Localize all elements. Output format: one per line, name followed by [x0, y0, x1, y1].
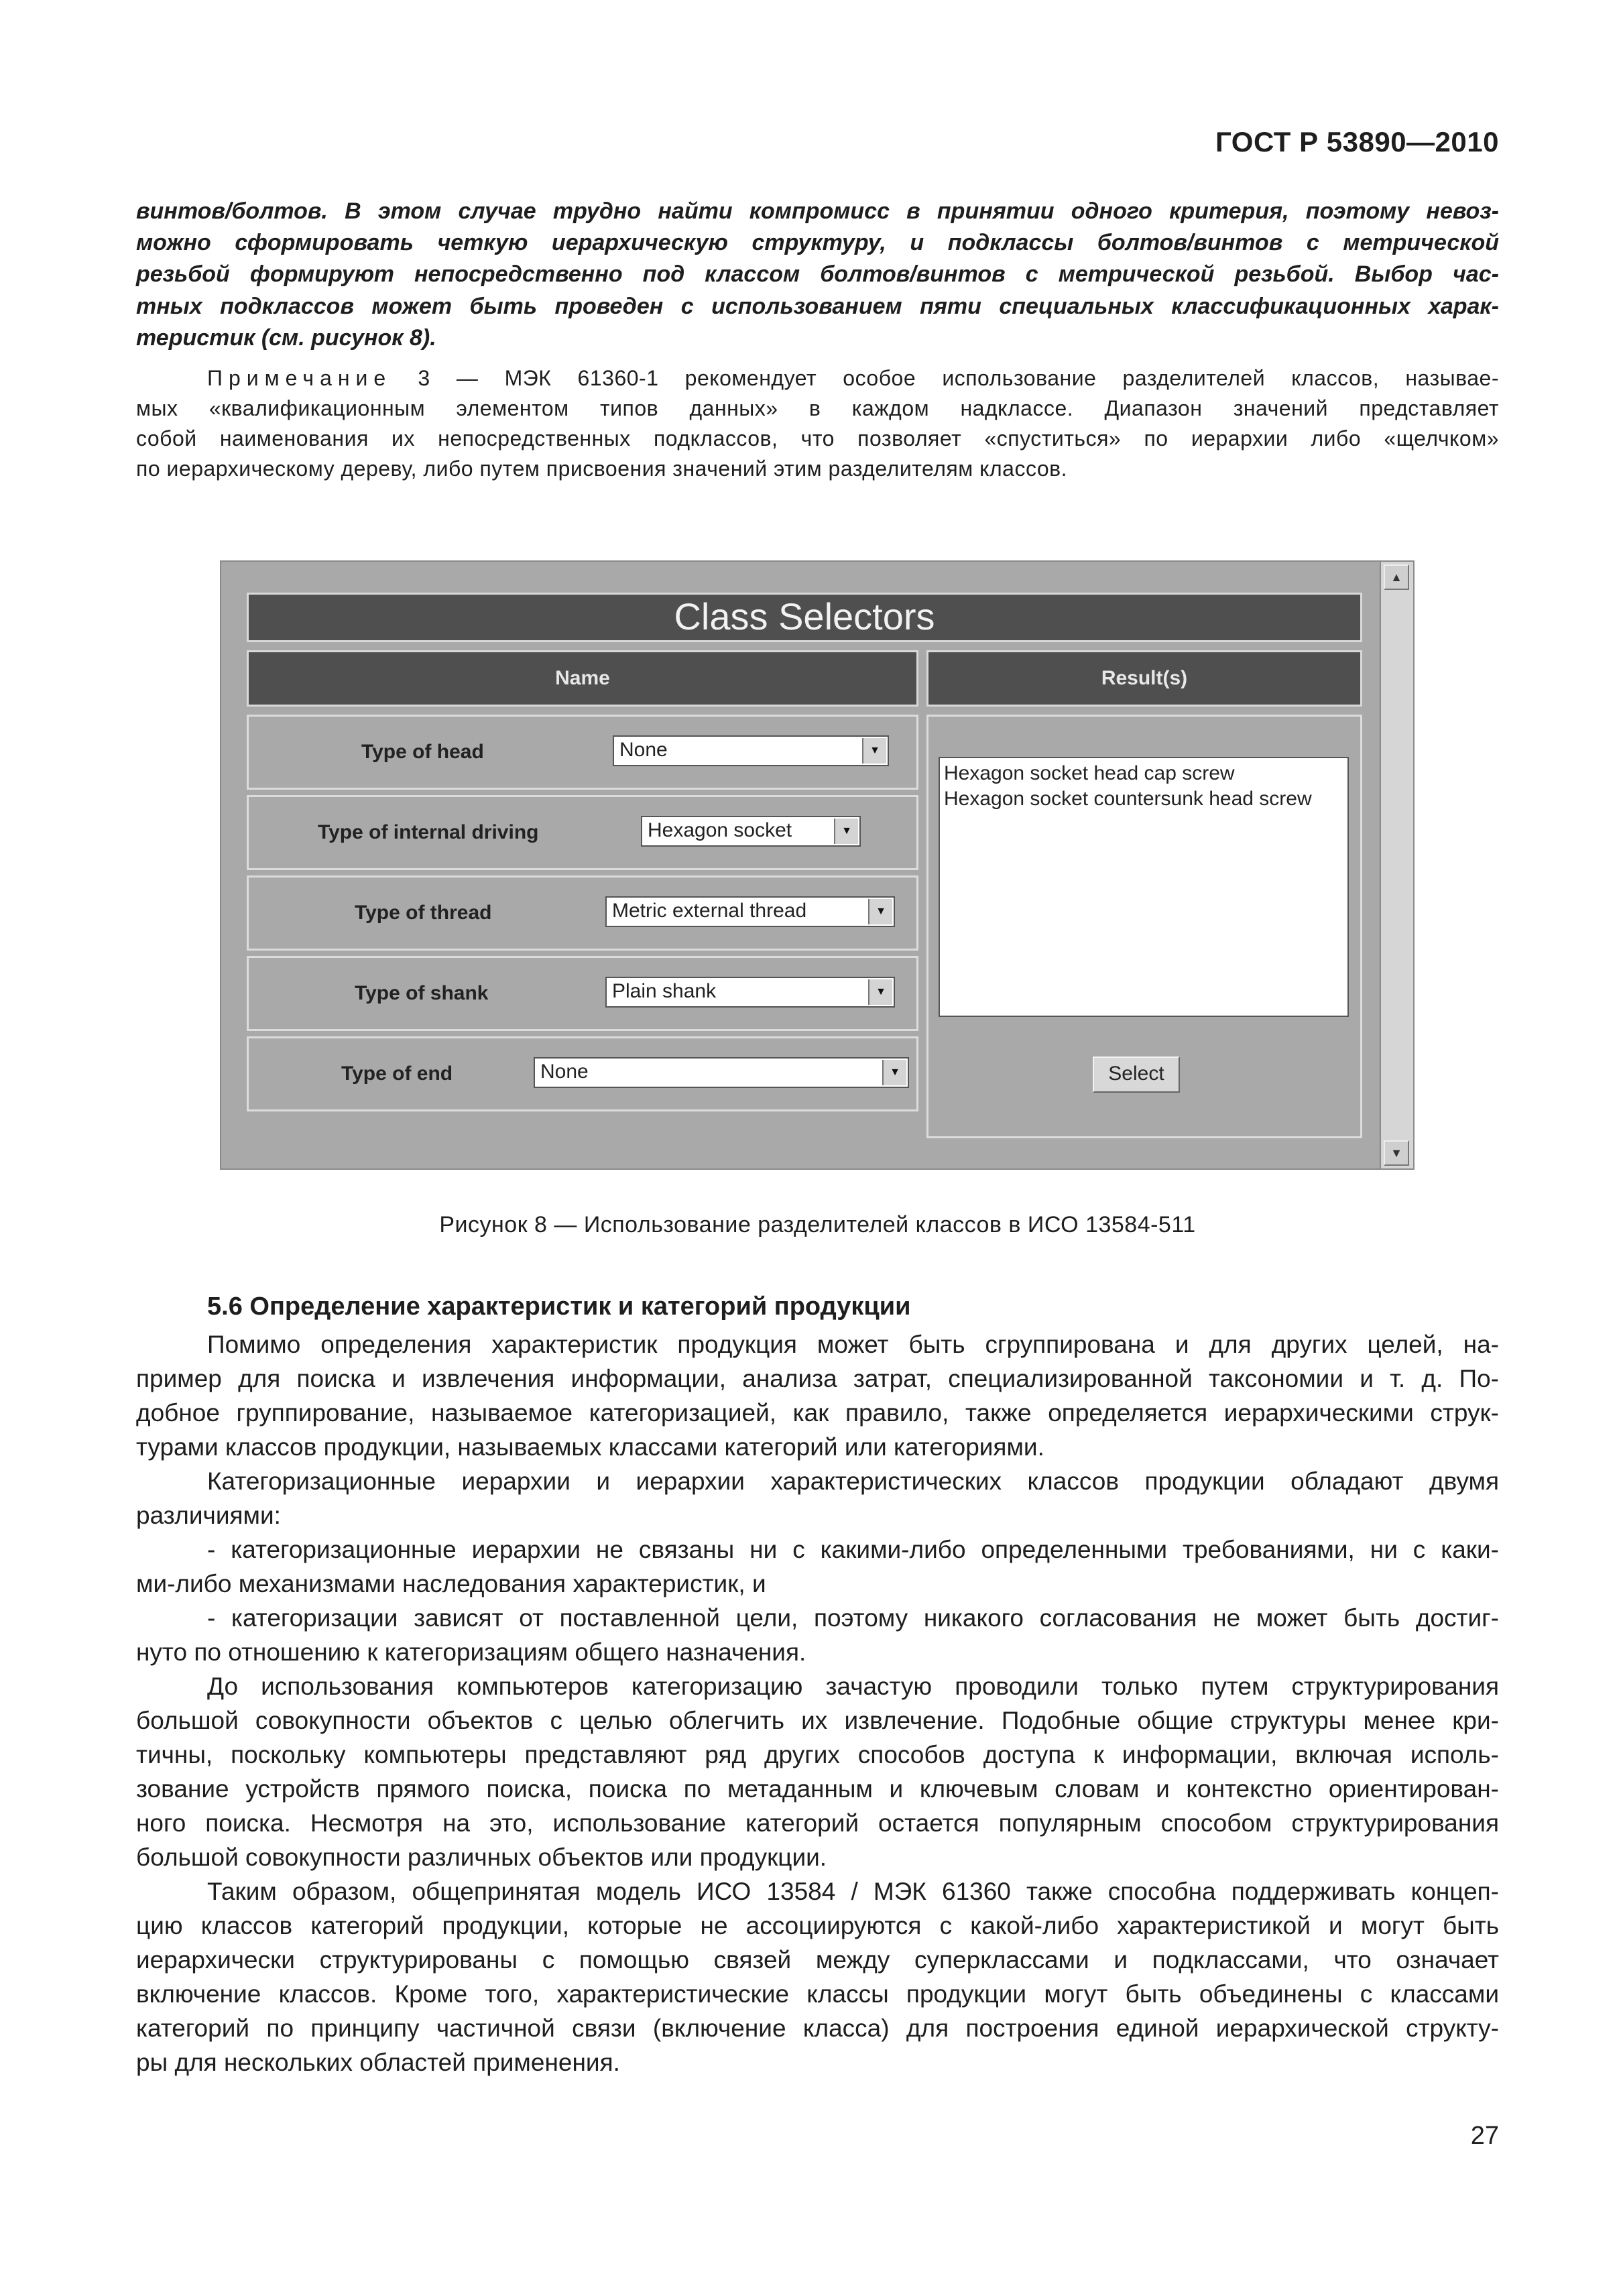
note-label: Примечание: [207, 366, 392, 390]
text-line: добное группирование, называемое категоризацией, как правило, также определяется иерархическими струк-: [136, 1399, 1499, 1427]
figure-title-bar: Class Selectors: [247, 593, 1362, 642]
text-line: можно сформировать четкую иерархическую структуру, и подклассы болтов/винтов с метрической: [136, 230, 1499, 256]
select-value: Plain shank: [612, 980, 717, 1002]
type-of-internal-driving-select[interactable]: [641, 816, 861, 847]
text-line: большой совокупности различных объектов или продукции.: [136, 1844, 827, 1871]
text-line: ры для нескольких областей применения.: [136, 2049, 620, 2076]
selector-row-end: [247, 1036, 918, 1111]
text-line: тных подклассов может быть проведен с использованием пяти специальных классификационных харак-: [136, 293, 1499, 319]
text-line: Помимо определения характеристик продукция может быть сгруппирована и для других целей, на-: [207, 1331, 1499, 1358]
dropdown-arrow-icon[interactable]: ▼: [868, 979, 892, 1005]
scroll-down-icon[interactable]: ▼: [1384, 1140, 1409, 1166]
select-value: Hexagon socket: [648, 819, 792, 841]
select-button[interactable]: Select: [1093, 1056, 1180, 1093]
note-text: 3 — МЭК 61360-1 рекомендует особое использование разделителей классов, называе-: [392, 366, 1499, 390]
text-line: До использования компьютеров категоризацию зачастую проводили только путем структурирования: [207, 1673, 1499, 1700]
selector-row-shank: [247, 956, 918, 1031]
selector-label: Type of thread: [355, 902, 492, 924]
select-value: None: [619, 739, 668, 761]
dropdown-arrow-icon[interactable]: ▼: [834, 819, 858, 844]
dropdown-arrow-icon[interactable]: ▼: [862, 738, 886, 764]
result-item[interactable]: Hexagon socket countersunk head screw: [944, 788, 1312, 810]
intro-paragraph: [136, 196, 1499, 354]
text-line: мых «квалификационным элементом типов данных» в каждом надклассе. Диапазон значений представляет: [136, 396, 1499, 420]
text-line: иерархически структурированы с помощью связей между суперклассами и подклассами, что означает: [136, 1946, 1499, 1974]
text-line: теристик (см. рисунок 8).: [136, 324, 436, 351]
text-line: Категоризационные иерархии и иерархии характеристических классов продукции обладают двумя: [207, 1467, 1499, 1495]
text-line: ми-либо механизмами наследования характеристик, и: [136, 1570, 766, 1597]
text-line: резьбой формируют непосредственно под классом болтов/винтов с метрической резьбой. Выбор час-: [136, 261, 1499, 288]
type-of-end-select[interactable]: [534, 1057, 909, 1088]
selector-label: Type of head: [361, 741, 484, 763]
note-paragraph: [136, 363, 1499, 484]
dropdown-arrow-icon[interactable]: ▼: [868, 899, 892, 924]
selector-row-thread: [247, 875, 918, 951]
type-of-thread-select[interactable]: [605, 896, 895, 927]
class-selectors-screenshot: [220, 560, 1415, 1170]
text-line: различиями:: [136, 1502, 281, 1529]
text-line: [136, 363, 1499, 394]
text-line: цию классов категорий продукции, которые не ассоциируются с какой-либо характеристикой и могут быть: [136, 1912, 1499, 1939]
select-value: Metric external thread: [612, 900, 807, 922]
results-listbox[interactable]: [939, 757, 1349, 1017]
page-number: 27: [1470, 2122, 1499, 2150]
text-line: - категоризационные иерархии не связаны ни с какими-либо определенными требованиями, ни с каки-: [207, 1536, 1499, 1563]
select-value: None: [540, 1061, 589, 1083]
page-header-standard: ГОСТ Р 53890—2010: [1215, 126, 1499, 158]
selector-label: Type of shank: [355, 982, 489, 1004]
text-line: - категоризации зависят от поставленной цели, поэтому никакого согласования не может быть достиг-: [207, 1604, 1499, 1632]
text-line: пример для поиска и извлечения информации, анализа затрат, специализированной таксономии и т. д. По-: [136, 1365, 1499, 1392]
selector-row-internal-driving: [247, 795, 918, 870]
vertical-scrollbar[interactable]: [1380, 562, 1413, 1168]
results-panel: [926, 715, 1362, 1138]
text-line: турами классов продукции, называемых классами категорий или категориями.: [136, 1433, 1044, 1461]
text-line: ного поиска. Несмотря на это, использование категорий остается популярным способом структурирования: [136, 1809, 1499, 1837]
text-line: включение классов. Кроме того, характеристические классы продукции могут быть объединены с классами: [136, 1980, 1499, 2008]
dropdown-arrow-icon[interactable]: ▼: [882, 1060, 906, 1085]
type-of-head-select[interactable]: [613, 735, 889, 766]
text-line: нуто по отношению к категоризациям общего назначения.: [136, 1638, 806, 1666]
section-heading: 5.6 Определение характеристик и категорий продукции: [207, 1292, 911, 1321]
text-line: тичны, поскольку компьютеры представляют ряд других способов доступа к информации, включая исполь-: [136, 1741, 1499, 1768]
text-line: большой совокупности объектов с целью облегчить их извлечение. Подобные общие структуры менее кри-: [136, 1707, 1499, 1734]
selector-row-head: [247, 715, 918, 790]
text-line: Таким образом, общепринятая модель ИСО 13584 / МЭК 61360 также способна поддерживать концеп-: [207, 1878, 1499, 1905]
result-item[interactable]: Hexagon socket head cap screw: [944, 762, 1235, 784]
selector-label: Type of internal driving: [318, 821, 539, 843]
text-line: категорий по принципу частичной связи (включение класса) для построения единой иерархической структу-: [136, 2014, 1499, 2042]
scroll-up-icon[interactable]: ▲: [1384, 564, 1409, 590]
section-body: [136, 1327, 1499, 2079]
name-column-header: Name: [247, 650, 918, 707]
text-line: по иерархическому дереву, либо путем присвоения значений этим разделителям классов.: [136, 457, 1067, 481]
text-line: зование устройств прямого поиска, поиска по метаданным и ключевым словам и контекстно ориентирован-: [136, 1775, 1499, 1803]
text-line: винтов/болтов. В этом случае трудно найти компромисс в принятии одного критерия, поэтому невоз-: [136, 198, 1499, 224]
results-column-header: Result(s): [926, 650, 1362, 707]
selector-label: Type of end: [341, 1063, 453, 1085]
type-of-shank-select[interactable]: [605, 977, 895, 1008]
figure-caption: Рисунок 8 — Использование разделителей классов в ИСО 13584-511: [439, 1212, 1196, 1237]
text-line: собой наименования их непосредственных подклассов, что позволяет «спуститься» по иерархии либо «щелчком»: [136, 426, 1499, 450]
